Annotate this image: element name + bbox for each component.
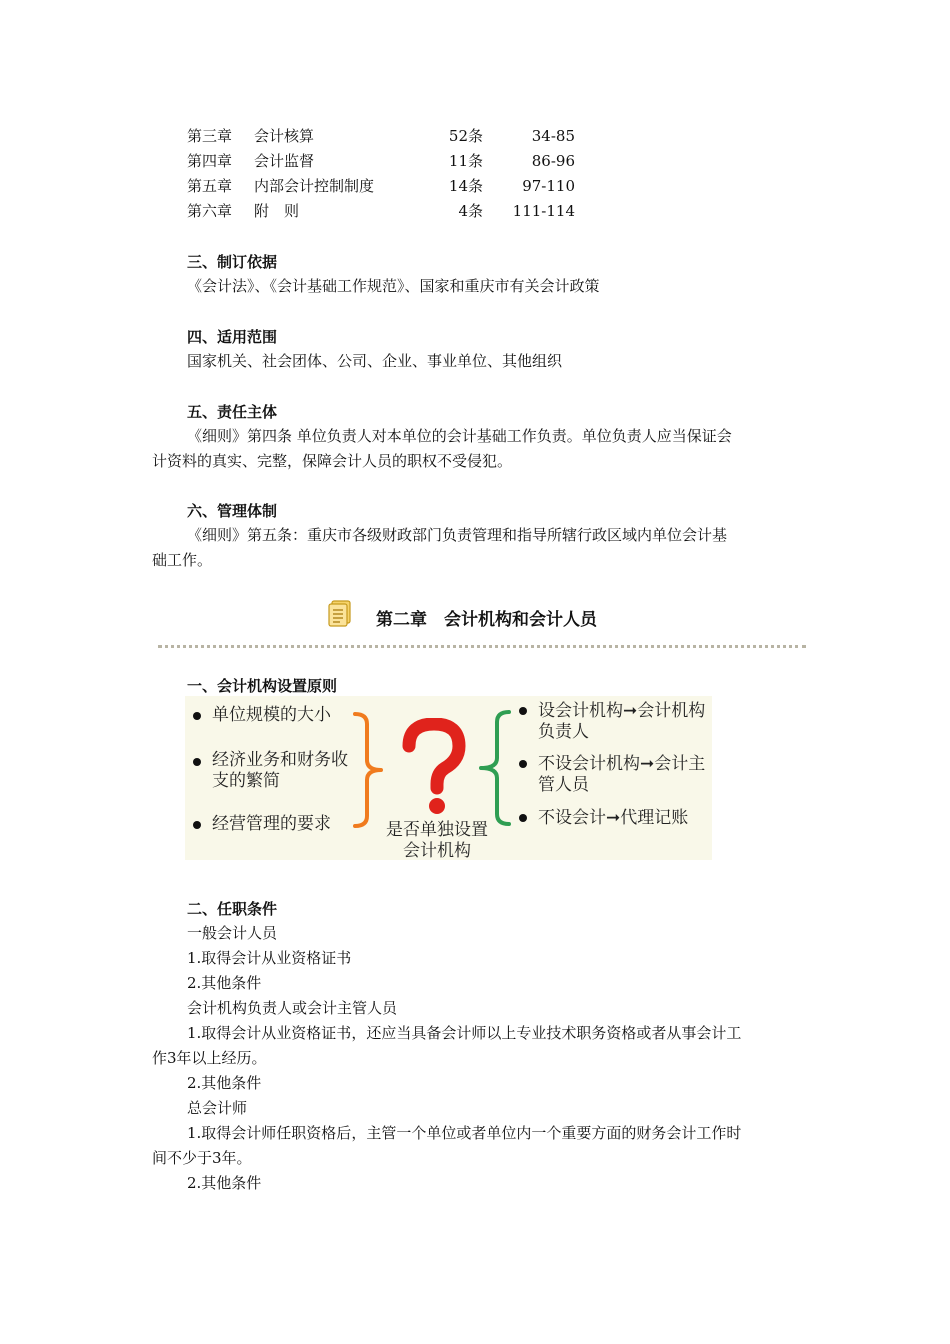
toc-count: 52条 <box>448 127 483 145</box>
general-item-2: 2.其他条件 <box>187 974 262 992</box>
chief-item-1-line1: 1.取得会计师任职资格后，主管一个单位或者单位内一个重要方面的财务会计工作时 <box>187 1124 742 1142</box>
outcome-2b: 管人员 <box>538 775 589 795</box>
document-icon <box>328 600 354 628</box>
factor-management: 经营管理的要求 <box>212 814 331 834</box>
general-item-1: 1.取得会计从业资格证书 <box>187 949 352 967</box>
section-text-management-2: 础工作。 <box>152 551 213 569</box>
factor-size: 单位规模的大小 <box>212 705 331 725</box>
toc-range: 111-114 <box>512 202 575 220</box>
chapter-title: 第二章 会计机构和会计人员 <box>376 610 597 630</box>
outcome-1b: 负责人 <box>538 722 589 742</box>
section-text-scope: 国家机关、社会团体、公司、企业、事业单位、其他组织 <box>187 352 563 370</box>
toc-row <box>187 124 587 149</box>
toc-row <box>187 149 587 174</box>
qualifications-heading: 二、任职条件 <box>187 900 278 918</box>
section-text-responsibility-1: 《细则》第四条 单位负责人对本单位的会计基础工作负责。单位负责人应当保证会 <box>187 427 732 445</box>
bullet <box>519 760 527 768</box>
outcome-3: 不设会计➞代理记账 <box>538 808 689 828</box>
bullet <box>519 814 527 822</box>
chief-item-1-line2: 间不少于3年。 <box>152 1149 252 1167</box>
section-heading-scope: 四、适用范围 <box>187 328 278 346</box>
bullet <box>193 712 201 720</box>
chief-title: 总会计师 <box>187 1099 248 1117</box>
principles-diagram <box>185 696 712 860</box>
toc-range: 97-110 <box>522 177 575 195</box>
question-label-2: 会计机构 <box>403 841 471 861</box>
right-brace-icon <box>475 710 511 828</box>
toc-name: 会计监督 <box>254 152 315 170</box>
factor-business-2: 支的繁简 <box>212 771 280 791</box>
toc-chapter: 第四章 <box>187 152 233 170</box>
bullet <box>193 821 201 829</box>
toc-chapter: 第三章 <box>187 127 233 145</box>
chief-item-2: 2.其他条件 <box>187 1174 262 1192</box>
toc-range: 86-96 <box>531 152 575 170</box>
toc-chapter: 第六章 <box>187 202 233 220</box>
toc-row <box>187 199 587 224</box>
factor-business-1: 经济业务和财务收 <box>212 750 348 770</box>
principles-heading: 一、会计机构设置原则 <box>187 677 338 695</box>
section-heading-basis: 三、制订依据 <box>187 253 278 271</box>
section-text-basis: 《会计法》、《会计基础工作规范》、国家和重庆市有关会计政策 <box>187 277 600 295</box>
head-title: 会计机构负责人或会计主管人员 <box>187 999 398 1017</box>
outcome-1a: 设会计机构➞会计机构 <box>538 701 706 721</box>
toc-count: 4条 <box>458 202 483 220</box>
question-mark-icon <box>399 718 469 818</box>
general-title: 一般会计人员 <box>187 924 278 942</box>
bullet <box>193 758 201 766</box>
outcome-2a: 不设会计机构➞会计主 <box>538 754 706 774</box>
head-item-1-line1: 1.取得会计从业资格证书，还应当具备会计师以上专业技术职务资格或者从事会计工 <box>187 1024 742 1042</box>
section-text-responsibility-2: 计资料的真实、完整，保障会计人员的职权不受侵犯。 <box>152 452 513 470</box>
toc-name: 内部会计控制制度 <box>254 177 375 195</box>
toc-count: 11条 <box>448 152 483 170</box>
question-label-1: 是否单独设置 <box>386 820 488 840</box>
section-heading-management: 六、管理体制 <box>187 502 278 520</box>
divider <box>158 645 806 648</box>
toc-name: 会计核算 <box>254 127 315 145</box>
head-item-2: 2.其他条件 <box>187 1074 262 1092</box>
toc-row <box>187 174 587 199</box>
bullet <box>519 707 527 715</box>
toc-count: 14条 <box>448 177 483 195</box>
head-item-1-line2: 作3年以上经历。 <box>152 1049 267 1067</box>
section-heading-responsibility: 五、责任主体 <box>187 403 278 421</box>
section-text-management-1: 《细则》第五条：重庆市各级财政部门负责管理和指导所辖行政区域内单位会计基 <box>187 526 728 544</box>
toc-name: 附 则 <box>254 202 300 220</box>
left-brace-icon <box>353 712 387 830</box>
toc-chapter: 第五章 <box>187 177 233 195</box>
toc-range: 34-85 <box>531 127 575 145</box>
